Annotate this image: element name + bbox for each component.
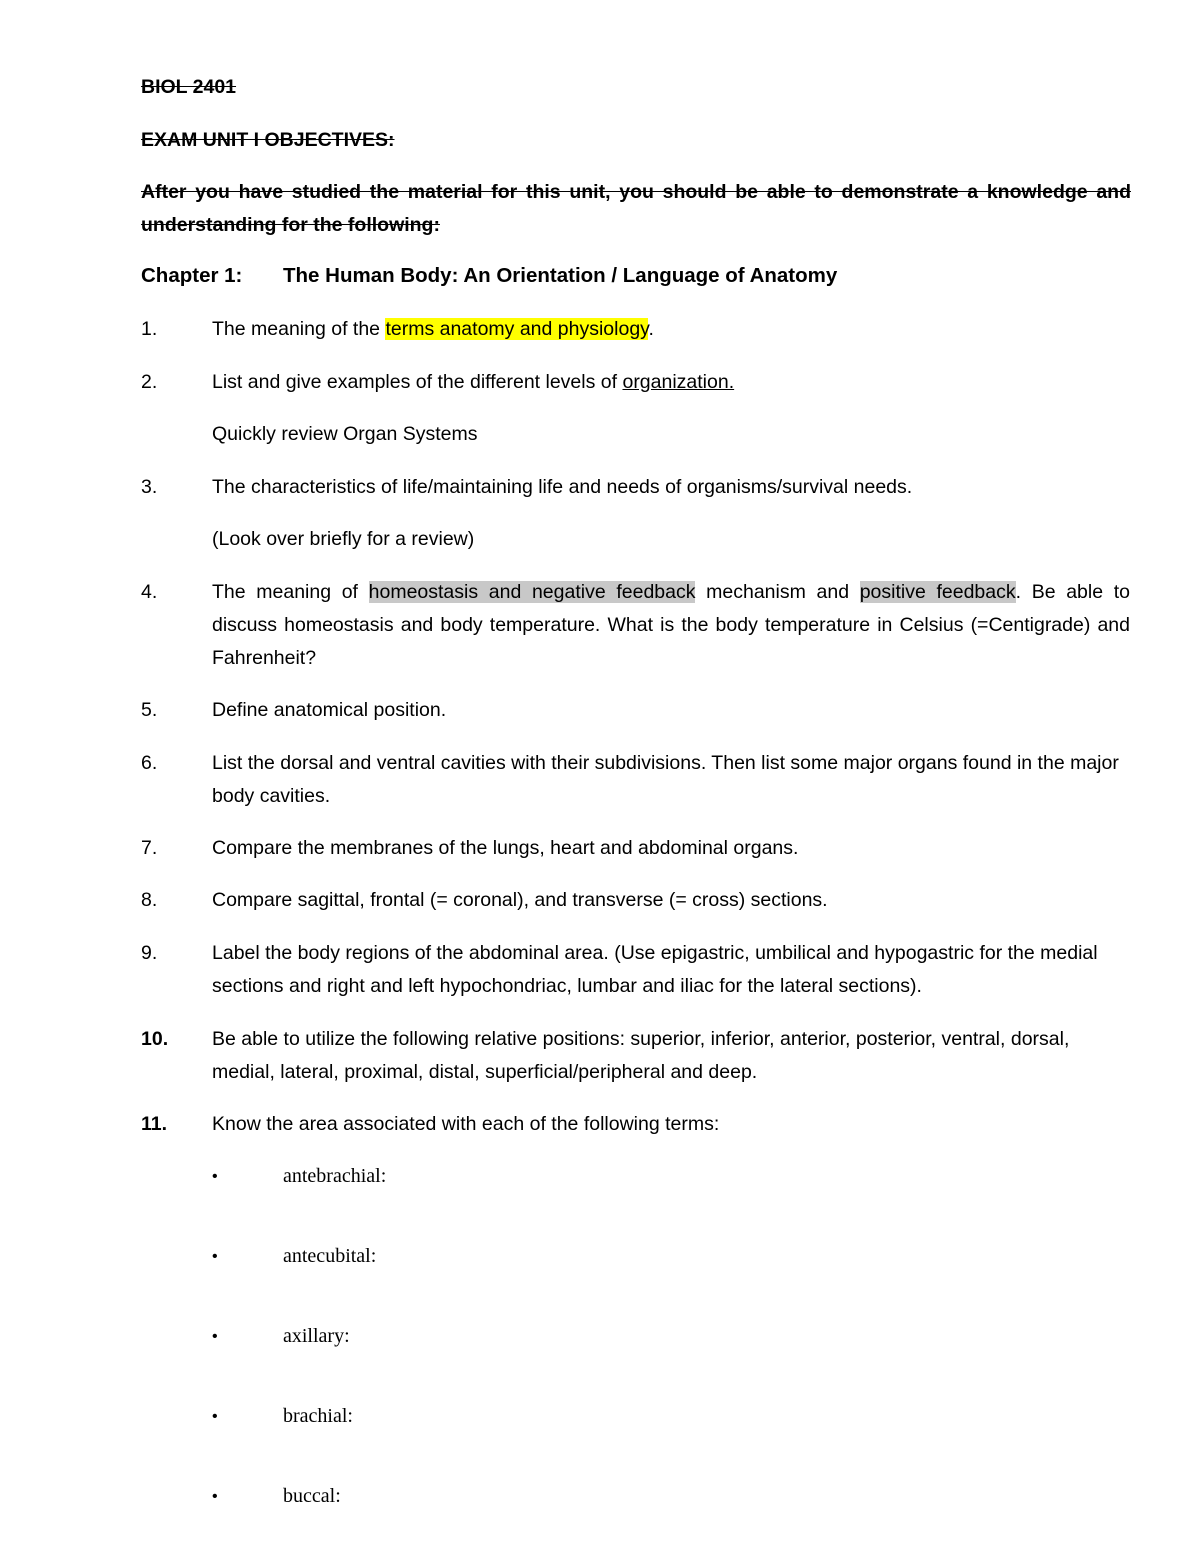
item-number: 9. — [141, 942, 158, 964]
objective-item-1 — [212, 313, 1130, 346]
item-text: . — [648, 318, 654, 340]
item-number: 3. — [141, 476, 158, 498]
bullet-icon: • — [212, 1408, 218, 1425]
item-number: 2. — [141, 371, 158, 393]
intro-paragraph: After you have studied the material for this unit, you should be able to demonstrate a knowledge and understanding for the following: — [141, 181, 1131, 236]
item-number: 1. — [141, 318, 158, 340]
item-text: The meaning of — [212, 581, 369, 603]
bullet-icon: • — [212, 1328, 218, 1345]
objective-item-2 — [212, 366, 1130, 399]
objective-item-8: Compare sagittal, frontal (= coronal), and transverse (= cross) sections. — [212, 889, 828, 911]
chapter-label: Chapter 1: — [141, 264, 243, 287]
objective-item-3-note: (Look over briefly for a review) — [212, 528, 475, 550]
chapter-title: The Human Body: An Orientation / Language of Anatomy — [283, 264, 838, 287]
item-text: The meaning of the — [212, 318, 386, 340]
objective-item-6: List the dorsal and ventral cavities with their subdivisions. Then list some major organs found in the major body cavities. — [212, 752, 1119, 807]
objective-item-4 — [212, 576, 1130, 675]
objective-item-2-note: Quickly review Organ Systems — [212, 423, 478, 445]
item-number: 6. — [141, 752, 158, 774]
item-number: 8. — [141, 889, 158, 911]
item-number: 10. — [141, 1028, 169, 1050]
item-number: 7. — [141, 837, 158, 859]
objectives-title: EXAM UNIT I OBJECTIVES: — [141, 129, 395, 151]
term-item: antebrachial: — [283, 1165, 387, 1187]
highlighted-text: positive feedback — [859, 581, 1016, 603]
bullet-icon: • — [212, 1168, 218, 1185]
term-item: antecubital: — [283, 1245, 377, 1267]
objective-item-3: The characteristics of life/maintaining life and needs of organisms/survival needs. — [212, 476, 913, 498]
item-text: . Be able to discuss homeostasis and body temperature. What is the body temperature in Celsius (=Centigrade) and Fahrenheit? — [212, 581, 1130, 669]
item-number: 5. — [141, 699, 158, 721]
highlighted-text: homeostasis and negative feedback — [368, 581, 696, 603]
item-text: mechanism and — [695, 581, 860, 603]
term-item: brachial: — [283, 1405, 353, 1427]
objective-item-10: Be able to utilize the following relative positions: superior, inferior, anterior, posterior, ventral, dorsal, medial, lateral, proximal, distal, superficial/peripheral and deep. — [212, 1028, 1070, 1083]
item-number: 11. — [141, 1113, 168, 1135]
objective-item-7: Compare the membranes of the lungs, heart and abdominal organs. — [212, 837, 799, 859]
highlighted-text: terms anatomy and physiology — [385, 318, 649, 340]
bullet-icon: • — [212, 1488, 218, 1505]
term-item: axillary: — [283, 1325, 350, 1347]
bullet-icon: • — [212, 1248, 218, 1265]
course-code: BIOL 2401 — [141, 76, 237, 98]
term-item: buccal: — [283, 1485, 341, 1507]
item-number: 4. — [141, 581, 158, 603]
objective-item-11: Know the area associated with each of the following terms: — [212, 1113, 720, 1135]
objective-item-9: Label the body regions of the abdominal area. (Use epigastric, umbilical and hypogastric for the medial sections and right and left hypochondriac, lumbar and iliac for the lateral sections). — [212, 942, 1098, 997]
objective-item-5: Define anatomical position. — [212, 699, 447, 721]
item-text: List and give examples of the different levels of — [212, 371, 623, 393]
underlined-text: organization. — [622, 371, 735, 393]
